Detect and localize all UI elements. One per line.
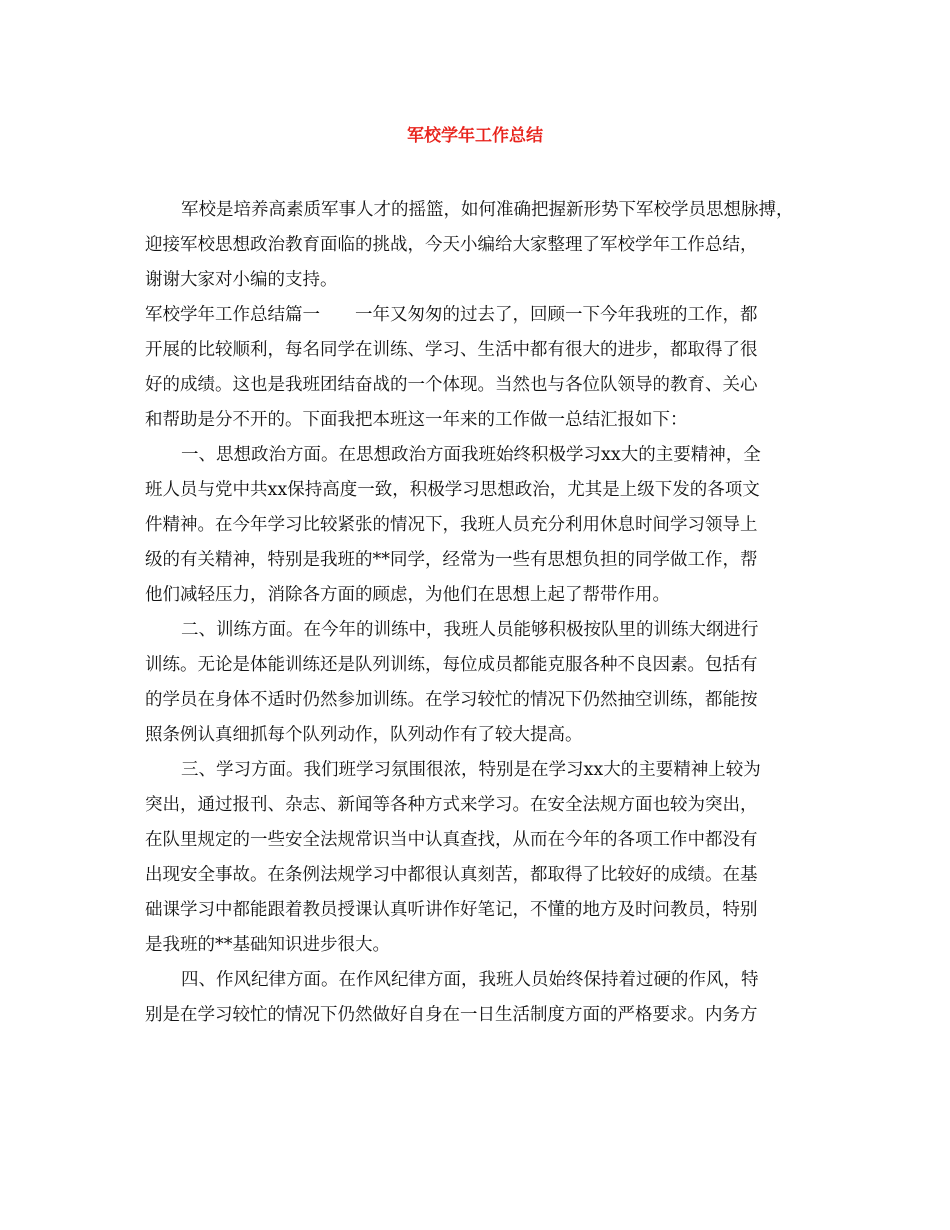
paragraph-line: 迎接军校思想政治教育面临的挑战，今天小编给大家整理了军校学年工作总结， (145, 235, 758, 255)
paragraph-first-line: 三、学习方面。我们班学习氛围很浓，特别是在学习xx大的主要精神上较为 (181, 760, 761, 780)
paragraph-first-line: 军校是培养高素质军事人才的摇篮，如何准确把握新形势下军校学员思想脉搏， (181, 200, 794, 220)
paragraph-line: 别是在学习较忙的情况下仍然做好自身在一日生活制度方面的严格要求。内务方 (145, 1005, 758, 1025)
paragraph-line: 班人员与党中共xx保持高度一致，积极学习思想政治，尤其是上级下发的各项文 (145, 480, 760, 500)
paragraph-line: 突出，通过报刊、杂志、新闻等各种方式来学习。在安全法规方面也较为突出， (145, 795, 758, 815)
paragraph-line: 是我班的**基础知识进步很大。 (145, 935, 390, 955)
paragraph-line: 出现安全事故。在条例法规学习中都很认真刻苦，都取得了比较好的成绩。在基 (145, 865, 758, 885)
paragraph-line: 开展的比较顺利，每名同学在训练、学习、生活中都有很大的进步，都取得了很 (145, 340, 758, 360)
paragraph-line: 好的成绩。这也是我班团结奋战的一个体现。当然也与各位队领导的教育、关心 (145, 375, 758, 395)
paragraph-line: 军校学年工作总结篇一 一年又匆匆的过去了，回顾一下今年我班的工作，都 (145, 305, 758, 325)
paragraph-line: 级的有关精神，特别是我班的**同学，经常为一些有思想负担的同学做工作，帮 (145, 550, 758, 570)
paragraph-line: 件精神。在今年学习比较紧张的情况下，我班人员充分利用休息时间学习领导上 (145, 515, 758, 535)
paragraph-line: 他们减轻压力，消除各方面的顾虑，为他们在思想上起了帮带作用。 (145, 585, 670, 605)
document-body (145, 193, 815, 1033)
paragraph-first-line: 四、作风纪律方面。在作风纪律方面，我班人员始终保持着过硬的作风，特 (181, 970, 759, 990)
paragraph-first-line: 一、思想政治方面。在思想政治方面我班始终积极学习xx大的主要精神，全 (181, 445, 761, 465)
paragraph-line: 的学员在身体不适时仍然参加训练。在学习较忙的情况下仍然抽空训练，都能按 (145, 690, 758, 710)
paragraph-first-line: 二、训练方面。在今年的训练中，我班人员能够积极按队里的训练大纲进行 (181, 620, 759, 640)
paragraph-line: 训练。无论是体能训练还是队列训练，每位成员都能克服各种不良因素。包括有 (145, 655, 758, 675)
page-title: 军校学年工作总结 (407, 126, 543, 146)
paragraph-line: 照条例认真细抓每个队列动作，队列动作有了较大提高。 (145, 725, 583, 745)
paragraph-line: 和帮助是分不开的。下面我把本班这一年来的工作做一总结汇报如下： (145, 410, 688, 430)
paragraph-line: 谢谢大家对小编的支持。 (145, 270, 338, 290)
paragraph-line: 在队里规定的一些安全法规常识当中认真查找，从而在今年的各项工作中都没有 (145, 830, 758, 850)
paragraph-line: 础课学习中都能跟着教员授课认真听讲作好笔记，不懂的地方及时问教员，特别 (145, 900, 758, 920)
